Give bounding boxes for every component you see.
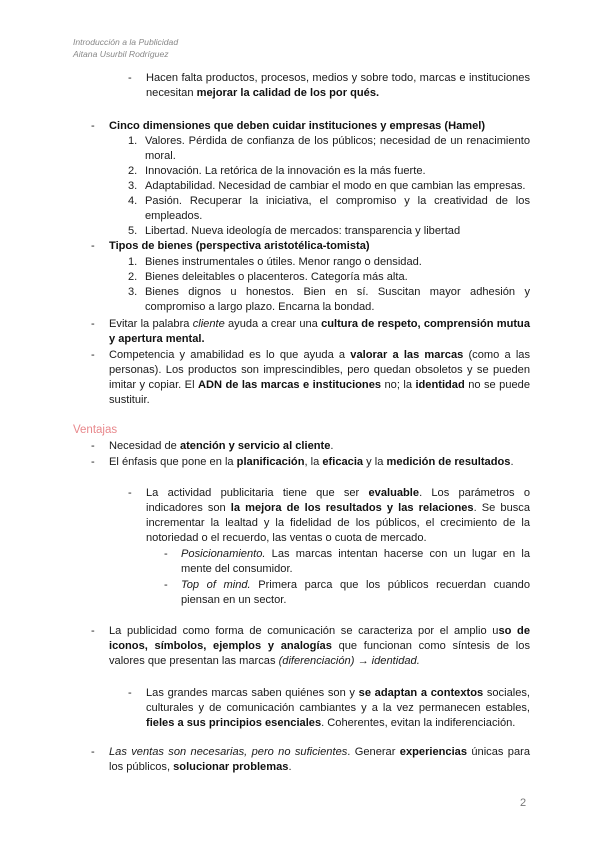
list-number: 4. [128, 195, 138, 207]
dash-bullet: - [91, 456, 95, 468]
dimension-item: Innovación. La retórica de la innovación es la más fuerte. [145, 165, 426, 177]
list-number: 1. [128, 256, 138, 268]
header-course-title: Introducción a la Publicidad [73, 37, 179, 47]
dimension-item: Adaptabilidad. Necesidad de cambiar el modo en que cambian las empresas. [145, 180, 526, 192]
goods-item: Bienes instrumentales o útiles. Menor rango o densidad. [145, 256, 422, 268]
list-number: 2. [128, 271, 138, 283]
dimension-item: Pasión. Recuperar la iniciativa, el compromiso y la creatividad de los empleados. [145, 195, 530, 222]
header-author: Aitana Usurbil Rodríguez [73, 49, 169, 59]
dimension-item: Valores. Pérdida de confianza de los públicos; necesidad de un renacimiento moral. [145, 135, 530, 162]
top-of-mind-item: Top of mind. Primera parca que los públicos recuerdan cuando piensan en un sector. [181, 579, 530, 606]
dimensions-title: Cinco dimensiones que deben cuidar instituciones y empresas (Hamel) [109, 120, 486, 132]
list-number: 3. [128, 286, 138, 298]
list-number: 3. [128, 180, 138, 192]
dash-bullet: - [91, 440, 95, 452]
attention-item: Necesidad de atención y servicio al cliente. [109, 440, 334, 452]
dash-bullet: - [91, 349, 95, 361]
list-number: 2. [128, 165, 138, 177]
page-number: 2 [520, 797, 527, 809]
evaluable-item: La actividad publicitaria tiene que ser evaluable. Los parámetros o indicadores son la mejora de los resultados y las relaciones. Se busca incrementar la lealtad y la fidelidad de los públicos, el crecimiento de la notoriedad o el recuerdo, las ventas o cuota de mercado. [146, 487, 531, 544]
goods-item: Bienes dignos u honestos. Bien en sí. Suscitan mayor adhesión y compromiso a largo plazo. Encarna la bondad. [145, 286, 530, 313]
goods-title: Tipos de bienes (perspectiva aristotélica-tomista) [109, 240, 370, 252]
dash-bullet: - [91, 120, 95, 132]
dash-bullet: - [128, 72, 132, 84]
ventajas-heading: Ventajas [73, 424, 118, 436]
planning-item: El énfasis que pone en la planificación, la eficacia y la medición de resultados. [109, 456, 514, 468]
dimension-item: Libertad. Nueva ideología de mercados: transparencia y libertad [145, 225, 461, 237]
list-number: 1. [128, 135, 138, 147]
top-item: Hacen falta productos, procesos, medios y sobre todo, marcas e instituciones necesitan mejorar la calidad de los por qués. [146, 72, 530, 99]
goods-item: Bienes deleitables o placenteros. Categoría más alta. [145, 271, 408, 283]
dash-bullet: - [164, 579, 168, 591]
competence-item: Competencia y amabilidad es lo que ayuda a valorar a las marcas (como a las personas). Los productos son imprescindibles, pero quedan obsoletos y se pueden imitar y copiar. El ADN de las marcas e instituciones no; la identidad no se puede sustituir. [109, 349, 530, 406]
dash-bullet: - [91, 240, 95, 252]
running-header [73, 36, 178, 60]
dash-bullet: - [128, 487, 132, 499]
dash-bullet: - [91, 625, 95, 637]
client-item: Evitar la palabra cliente ayuda a crear una cultura de respeto, comprensión mutua y apertura mental. [109, 318, 531, 345]
list-number: 5. [128, 225, 138, 237]
dash-bullet: - [164, 548, 168, 560]
dash-bullet: - [128, 687, 132, 699]
icons-item: La publicidad como forma de comunicación se caracteriza por el amplio uso de iconos, símbolos, ejemplos y analogías que funcionan como síntesis de los valores que presentan las marcas (diferenciación) → identidad. [109, 625, 530, 667]
sales-item: Las ventas son necesarias, pero no suficientes. Generar experiencias únicas para los públicos, solucionar problemas. [109, 746, 530, 773]
posicionamiento-item: Posicionamiento. Las marcas intentan hacerse con un lugar en la mente del consumidor. [181, 548, 530, 575]
dash-bullet: - [91, 318, 95, 330]
dash-bullet: - [91, 746, 95, 758]
brands-item: Las grandes marcas saben quiénes son y se adaptan a contextos sociales, culturales y de comunicación cambiantes y a la vez permanecen estables, fieles a sus principios esenciales. Coherentes, evitan la indiferenciación. [146, 687, 531, 729]
